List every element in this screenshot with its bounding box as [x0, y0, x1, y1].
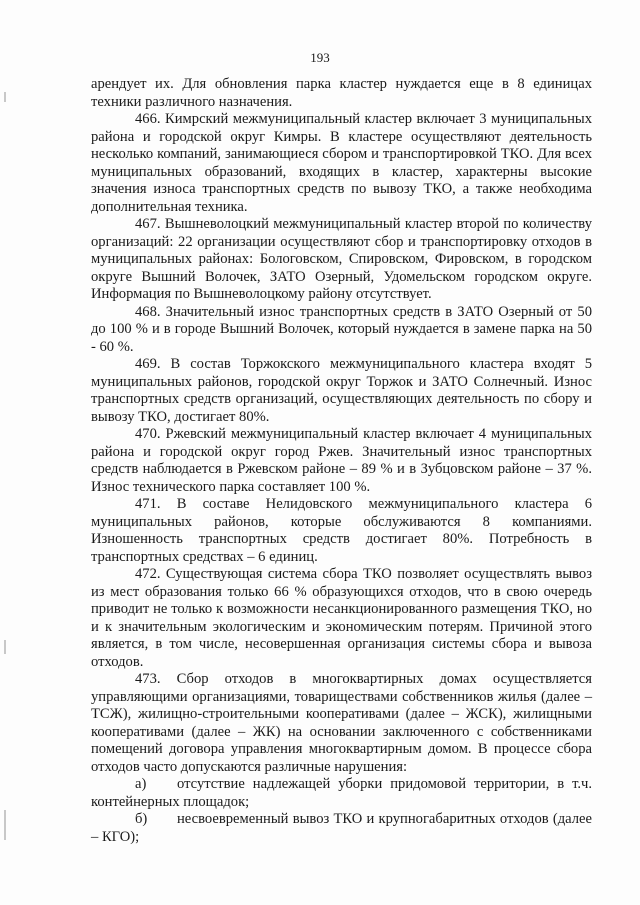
paragraph-467: 467. Вышневолоцкий межмуниципальный кластер второй по количеству организаций: 22 организации осуществляют сбор и транспортировку отходов в муниципальных районах: Бологовском, Спировском, Фировском, в городском округе Вышний Волочек, ЗАТО Озерный, Удомельском городском округе. Информация по Вышневолоцкому району отсутствует. — [91, 216, 592, 302]
list-item-text: отсутствие надлежащей уборки придомовой территории, в т.ч. контейнерных площадок; — [91, 776, 592, 810]
paragraph-469: 469. В состав Торжокского межмуниципального кластера входят 5 муниципальных районов, городской округ Торжок и ЗАТО Солнечный. Износ транспортных средств организаций, осуществляющих деятельность по сбору и вывозу ТКО, достигает 80%. — [91, 356, 592, 425]
list-marker: б) — [135, 811, 148, 827]
list-item-a — [91, 776, 592, 811]
list-item-text: несвоевременный вывоз ТКО и крупногабаритных отходов (далее – КГО); — [91, 811, 592, 845]
paragraph-470: 470. Ржевский межмуниципальный кластер включает 4 муниципальных района и городской округ город Ржев. Значительный износ транспортных средств наблюдается в Ржевском районе – 89 % и в Зубцовском районе – 37 %. Износ технического парка составляет 100 %. — [91, 426, 592, 495]
paragraph-473: 473. Сбор отходов в многоквартирных домах осуществляется управляющими организациями, товариществами собственников жилья (далее – ТСЖ), жилищно-строительными кооперативами (далее – ЖСК), жилищными кооперативами (далее – ЖК) на основании заключенного с собственниками помещений договора управления многоквартирным домом. В процессе сбора отходов часто допускаются различные нарушения: — [91, 671, 592, 775]
paragraph-continuation: арендует их. Для обновления парка кластер нуждается еще в 8 единицах техники различного назначения. — [91, 76, 592, 110]
scan-margin-mark — [4, 640, 6, 654]
document-body — [91, 76, 592, 846]
paragraph-466: 466. Кимрский межмуниципальный кластер включает 3 муниципальных района и городской округ Кимры. В кластере осуществляют деятельность несколько компаний, занимающиеся сбором и транспортировкой ТКО. Для всех муниципальных образований, входящих в кластер, характерны высокие значения износа транспортных средств по вывозу ТКО, а также необходима дополнительная техника. — [91, 111, 592, 215]
paragraph-472: 472. Существующая система сбора ТКО позволяет осуществлять вывоз из мест образования только 66 % образующихся отходов, что в свою очередь приводит не только к возможности несанкционированного размещения ТКО, но и к значительным экологическим и экономическим потерям. Причиной этого является, в том числе, несовершенная организация системы сбора и вывоза отходов. — [91, 566, 592, 670]
scan-margin-mark — [4, 810, 6, 840]
list-item-b — [91, 811, 592, 846]
paragraph-471: 471. В составе Нелидовского межмуниципального кластера 6 муниципальных районов, которые обслуживаются 8 компаниями. Изношенность транспортных средств достигает 80%. Потребность в транспортных средствах – 6 единиц. — [91, 496, 592, 565]
paragraph-468: 468. Значительный износ транспортных средств в ЗАТО Озерный от 50 до 100 % и в городе Вышний Волочек, который нуждается в замене парка на 50 - 60 %. — [91, 303, 592, 355]
list-marker: а) — [135, 776, 147, 792]
scan-margin-mark — [4, 92, 6, 102]
page-number: 193 — [310, 50, 330, 65]
